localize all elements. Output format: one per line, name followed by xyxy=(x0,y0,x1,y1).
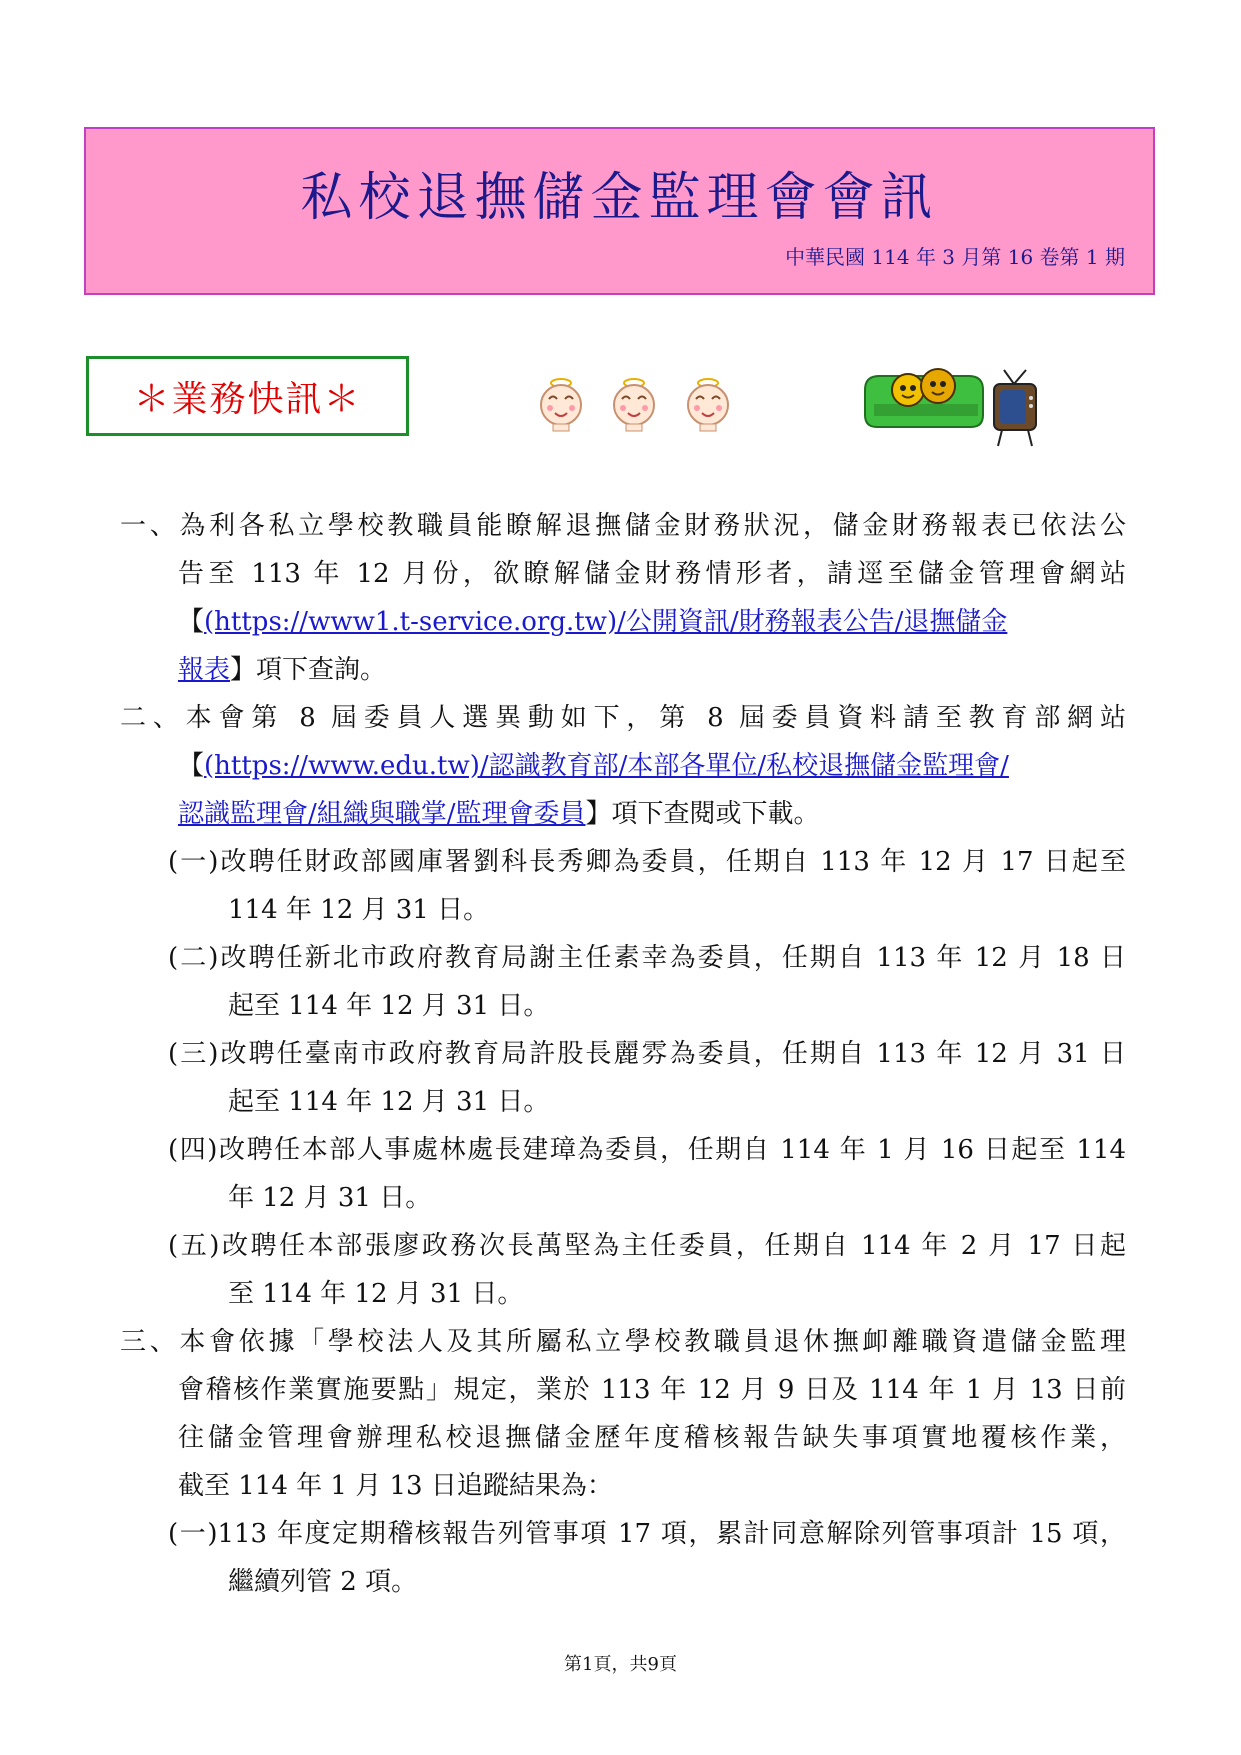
newsletter-title: 私校退撫儲金監理會會訊 xyxy=(300,168,939,228)
item-3-line-4: 截至 114 年 1 月 13 日追蹤結果為： xyxy=(178,1471,613,1501)
section-label-box xyxy=(86,356,409,436)
item-3-line-1: 三、本會依據「學校法人及其所屬私立學校教職員退休撫卹離職資遣儲金監理 xyxy=(120,1327,1126,1357)
sub-item-line-1: (三)改聘任臺南市政府教育局許股長麗雰為委員，任期自 113 年 12 月 31 日 xyxy=(168,1039,1126,1069)
committee-members-link-end[interactable]: 認識監理會/組織與職掌/監理會委員 xyxy=(178,799,586,829)
newsletter-header xyxy=(84,127,1155,295)
sub-item-line-1: (一)改聘任財政部國庫署劉科長秀卿為委員，任期自 113 年 12 月 17 日起至 xyxy=(168,847,1126,877)
bracket-open: 【 xyxy=(178,607,205,637)
issue-info: 中華民國 114 年 3 月第 16 卷第 1 期 xyxy=(785,245,1125,269)
finance-report-link[interactable]: (https://www1.t-service.org.tw)/公開資訊/財務報表公告/退撫儲金 xyxy=(204,607,1008,637)
item-3-line-3: 往儲金管理會辦理私校退撫儲金歷年度稽核報告缺失事項實地覆核作業， xyxy=(178,1423,1126,1453)
bracket-open: 【 xyxy=(178,751,205,781)
couch-couple-watching-icon xyxy=(860,360,990,435)
sub-item-line-2: 至 114 年 12 月 31 日。 xyxy=(228,1279,524,1309)
item-2-line-2 xyxy=(178,750,1009,782)
sub-item-line-1: (四)改聘任本部人事處林處長建璋為委員，任期自 114 年 1 月 16 日起至 114 xyxy=(168,1135,1126,1165)
sub-item-line-2: 起至 114 年 12 月 31 日。 xyxy=(228,991,550,1021)
finance-report-link-end[interactable]: 報表 xyxy=(178,655,231,685)
item-1-line-1: 一、為利各私立學校教職員能瞭解退撫儲金財務狀況，儲金財務報表已依法公 xyxy=(120,511,1126,541)
item-2-line-3 xyxy=(178,798,820,830)
page-number: 第1頁，共9頁 xyxy=(564,1654,677,1675)
smiley-face-icon xyxy=(608,375,660,433)
committee-members-link[interactable]: (https://www.edu.tw)/認識教育部/本部各單位/私校退撫儲金監理會/ xyxy=(204,751,1009,781)
smiley-face-icon xyxy=(535,375,587,433)
section-label: ＊業務快訊＊ xyxy=(133,378,362,420)
item-3-line-2: 會稽核作業實施要點」規定，業於 113 年 12 月 9 日及 114 年 1 月 13 日前 xyxy=(178,1375,1126,1405)
item-1-tail: 】項下查詢。 xyxy=(230,655,387,685)
sub-item-line-2: 繼續列管 2 項。 xyxy=(228,1567,418,1597)
item-1-line-2: 告至 113 年 12 月份，欲瞭解儲金財務情形者，請逕至儲金管理會網站 xyxy=(178,559,1126,589)
sub-item-line-1: (五)改聘任本部張廖政務次長萬堅為主任委員，任期自 114 年 2 月 17 日起 xyxy=(168,1231,1126,1261)
tv-icon xyxy=(990,368,1040,448)
item-1-line-4 xyxy=(178,654,386,686)
item-1-line-3 xyxy=(178,606,1126,638)
smiley-face-icon xyxy=(682,375,734,433)
sub-item-line-2: 114 年 12 月 31 日。 xyxy=(228,895,490,925)
sub-item-line-2: 起至 114 年 12 月 31 日。 xyxy=(228,1087,550,1117)
item-2-line-1: 二、本會第 8 屆委員人選異動如下，第 8 屆委員資料請至教育部網站 xyxy=(120,703,1126,733)
item-2-tail: 】項下查閱或下載。 xyxy=(585,799,820,829)
sub-item-line-2: 年 12 月 31 日。 xyxy=(228,1183,432,1213)
sub-item-line-1: (二)改聘任新北市政府教育局謝主任素幸為委員，任期自 113 年 12 月 18 日 xyxy=(168,943,1126,973)
sub-item-line-1: (一)113 年度定期稽核報告列管事項 17 項，累計同意解除列管事項計 15 項， xyxy=(168,1519,1126,1549)
